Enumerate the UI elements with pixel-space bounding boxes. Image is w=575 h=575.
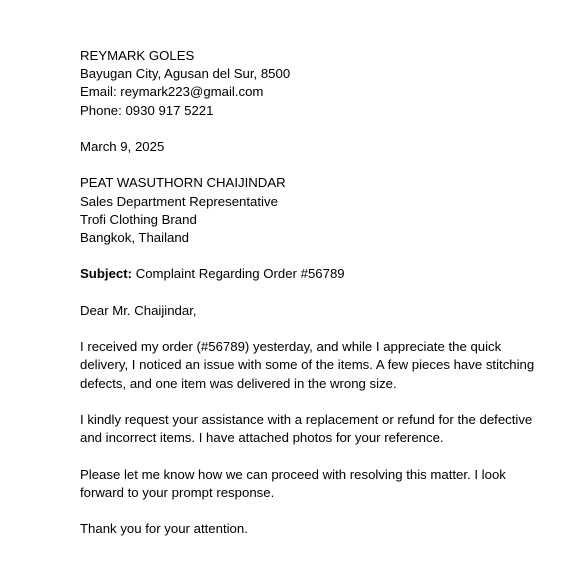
sender-block (80, 47, 550, 120)
subject-text: Complaint Regarding Order #56789 (132, 266, 345, 282)
body-paragraph-2: I kindly request your assistance with a replacement or refund for the defective and incorrect items. I have attached photos for your reference. (80, 411, 533, 446)
recipient-block (80, 174, 550, 247)
subject-line (80, 265, 550, 283)
closing-text: Thank you for your attention. (80, 521, 248, 537)
sender-address: Bayugan City, Agusan del Sur, 8500 (80, 66, 291, 82)
sender-phone: Phone: 0930 917 5221 (80, 102, 214, 118)
body-paragraph-1: I received my order (#56789) yesterday, and while I appreciate the quick delivery, I noticed an issue with some of the items. A few pieces have stitching defects, and one item was delivered in the wrong size. (80, 339, 535, 391)
closing (80, 520, 550, 538)
complaint-letter (80, 47, 550, 538)
sender-name: REYMARK GOLES (80, 48, 195, 63)
salutation (80, 302, 550, 320)
letter-date: March 9, 2025 (80, 139, 165, 154)
date-block (80, 138, 550, 156)
recipient-title: Sales Department Representative (80, 193, 278, 209)
recipient-company: Trofi Clothing Brand (80, 211, 197, 227)
subject-label: Subject: (80, 266, 133, 282)
recipient-name: PEAT WASUTHORN CHAIJINDAR (80, 175, 286, 191)
recipient-location: Bangkok, Thailand (80, 230, 189, 245)
body-paragraph-3: Please let me know how we can proceed with resolving this matter. I look forward to your prompt response. (80, 466, 506, 500)
sender-email: Email: reymark223@gmail.com (80, 84, 264, 100)
salutation-text: Dear Mr. Chaijindar, (80, 302, 197, 318)
